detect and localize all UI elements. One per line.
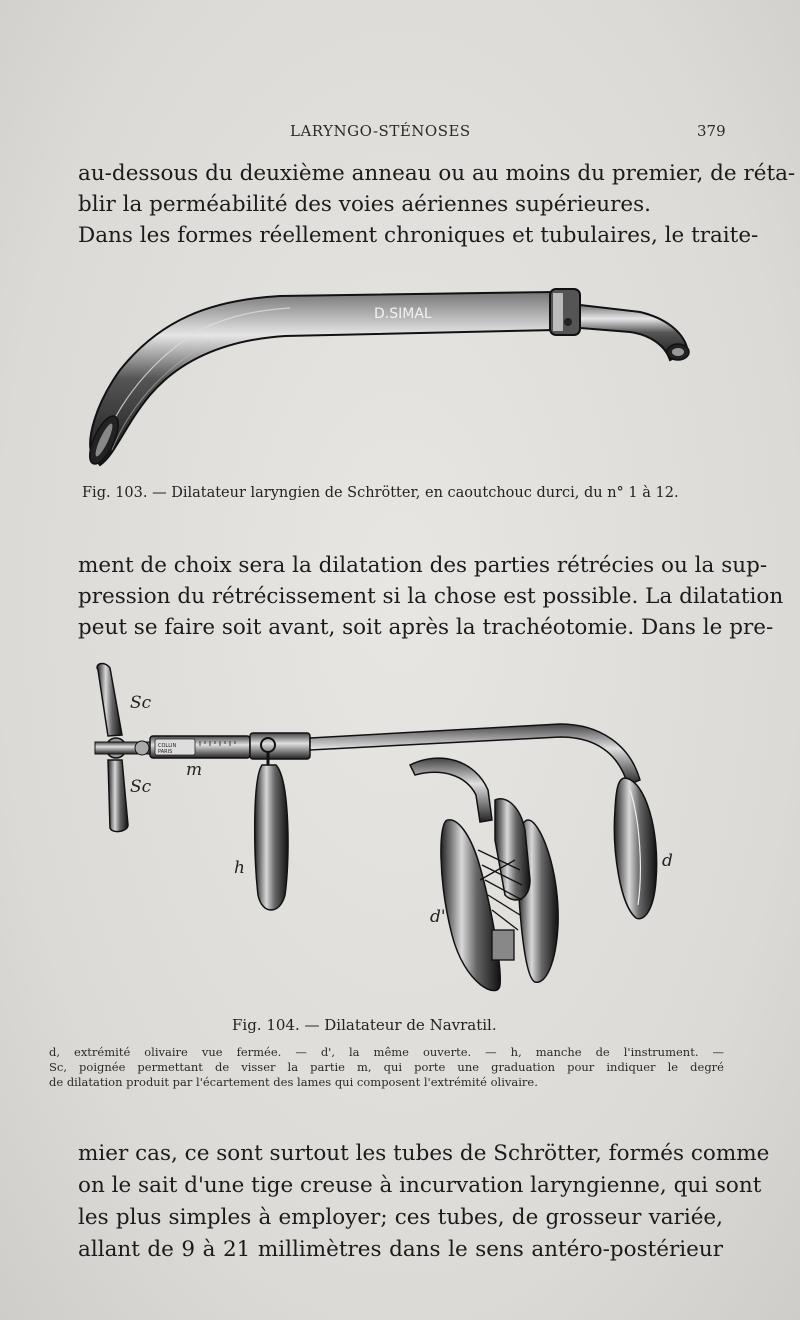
text-line: au-dessous du deuxième anneau ou au moins du premier, de réta- <box>78 161 796 186</box>
figure-104-legend <box>49 1045 724 1090</box>
label-d: d <box>662 851 673 871</box>
label-sc-top: Sc <box>130 693 152 713</box>
running-head: LARYNGO-STÉNOSES <box>290 122 471 140</box>
olive-extremity-closed-d <box>614 778 656 919</box>
legend-line: de dilatation produit par l'écartement des lames qui composent l'extrémité olivaire. <box>49 1075 538 1089</box>
label-m: m <box>186 760 203 780</box>
page-number: 379 <box>697 122 726 140</box>
label-sc-bottom: Sc <box>130 777 152 797</box>
text-line: ment de choix sera la dilatation des parties rétrécies ou la sup- <box>78 553 768 578</box>
maker-mark: D.SIMAL <box>374 306 432 322</box>
text-line: les plus simples à employer; ces tubes, de grosseur variée, <box>78 1205 723 1230</box>
instrument-stamp-line-2: PARIS <box>158 749 173 755</box>
text-line: on le sait d'une tige creuse à incurvation laryngienne, qui sont <box>78 1173 762 1198</box>
instrument-stamp-line-1: COLLIN <box>158 743 177 749</box>
label-d-prime: d' <box>430 907 446 927</box>
paragraph-bottom <box>78 1138 770 1266</box>
graduated-part-m <box>150 733 310 759</box>
text-line: pression du rétrécissement si la chose est possible. La dilatation <box>78 584 784 609</box>
navratil-handle-sc <box>95 664 155 832</box>
text-line: Dans les formes réellement chroniques et tubulaires, le traite- <box>78 223 759 248</box>
legend-line: Sc, poignée permettant de visser la partie m, qui porte une graduation pour indiquer le degré <box>49 1060 724 1074</box>
legend-line: d, extrémité olivaire vue fermée. — d', la même ouverte. — h, manche de l'instrument. — <box>49 1045 724 1059</box>
handle-h <box>255 738 288 910</box>
figure-104-caption: Fig. 104. — Dilatateur de Navratil. <box>232 1016 497 1034</box>
text-line: allant de 9 à 21 millimètres dans le sens antéro-postérieur <box>78 1237 723 1262</box>
text-line: mier cas, ce sont surtout les tubes de Schrötter, formés comme <box>78 1141 770 1166</box>
text-line: blir la perméabilité des voies aériennes supérieures. <box>78 192 652 217</box>
figure-103-caption: Fig. 103. — Dilatateur laryngien de Schrötter, en caoutchouc durci, du n° 1 à 12. <box>82 485 679 501</box>
label-h: h <box>234 858 245 878</box>
text-line: peut se faire soit avant, soit après la trachéotomie. Dans le pre- <box>78 615 774 640</box>
olive-extremity-open-d-prime <box>410 758 558 990</box>
